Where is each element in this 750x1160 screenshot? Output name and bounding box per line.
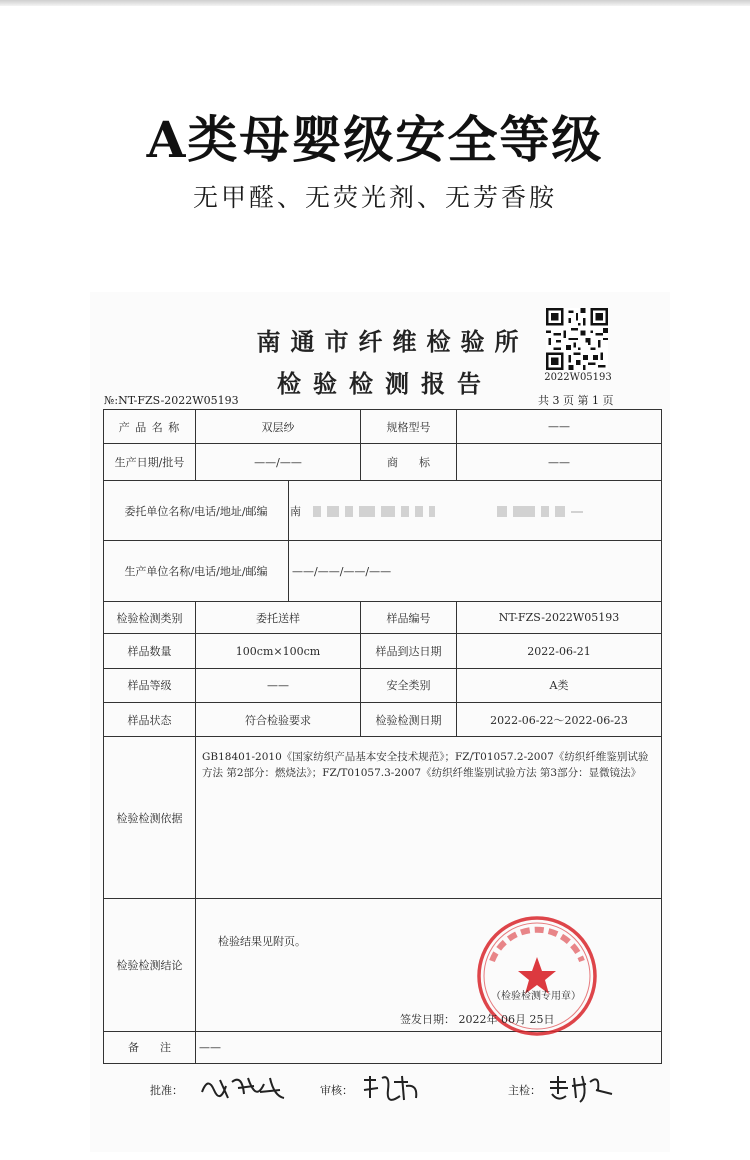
- table-row: [104, 703, 662, 737]
- grade-label: 样品等级: [104, 668, 196, 702]
- organization-name: 南通市纤维检验所: [256, 327, 529, 356]
- client-info-label: 委托单位名称/电话/地址/邮编: [104, 480, 289, 541]
- table-row: [104, 480, 662, 541]
- report-title: 检验检测报告: [277, 369, 493, 398]
- report-table: [103, 409, 662, 1064]
- client-info-prefix: 南: [290, 504, 301, 518]
- page-indicator: 共 3 页 第 1 页: [538, 394, 614, 407]
- approve-label: 批准：: [150, 1084, 183, 1097]
- qr-caption: 2022W05193: [544, 372, 612, 383]
- table-row: [104, 668, 662, 702]
- page-subheadline: 无甲醛、无荧光剂、无芳香胺: [192, 183, 557, 212]
- remark-value: ——: [196, 1031, 662, 1063]
- test-date-value: 2022-06-22～2022-06-23: [457, 703, 662, 737]
- basis-label: 检验检测依据: [104, 737, 196, 899]
- remark-label: 备 注: [104, 1031, 196, 1063]
- table-row: [104, 410, 662, 444]
- table-row: [104, 444, 662, 480]
- spec-label: 规格型号: [361, 410, 457, 444]
- reviewer-signature-icon: [360, 1072, 422, 1104]
- examiner-signature-icon: [546, 1072, 616, 1106]
- table-row: [104, 899, 662, 1031]
- production-date-label: 生产日期/批号: [104, 444, 196, 480]
- sample-state-value: 符合检验要求: [196, 703, 361, 737]
- brand-value: ——: [457, 444, 662, 480]
- conclusion-label: 检验检测结论: [104, 899, 196, 1031]
- issue-date: 签发日期： 2022年 06月 25日: [400, 1013, 555, 1027]
- arrival-date-value: 2022-06-21: [457, 634, 662, 668]
- table-row: [104, 634, 662, 668]
- arrival-date-label: 样品到达日期: [361, 634, 457, 668]
- basis-value: GB18401-2010《国家纺织产品基本安全技术规范》；FZ/T01057.2-2007《纺织纤维鉴别试验方法 第2部分：燃烧法》；FZ/T01057.3-2007《纺织纤维鉴别试验方法 第3部分：显微镜法》: [196, 737, 662, 899]
- test-date-label: 检验检测日期: [361, 703, 457, 737]
- approver-signature-icon: [198, 1072, 288, 1104]
- table-row: [104, 541, 662, 602]
- test-type-value: 委托送样: [196, 602, 361, 634]
- client-info-value: [289, 480, 662, 541]
- maker-info-value: ——/——/——/——: [289, 541, 662, 602]
- qr-code-icon: [546, 308, 608, 370]
- quantity-value: 100cm×100cm: [196, 634, 361, 668]
- signature-row: [90, 1072, 670, 1112]
- product-name-label: 产 品 名 称: [104, 410, 196, 444]
- page-headline: A类母婴级安全等级: [146, 110, 604, 169]
- sample-state-label: 样品状态: [104, 703, 196, 737]
- review-label: 审核：: [320, 1084, 353, 1097]
- sample-no-label: 样品编号: [361, 602, 457, 634]
- sample-no-value: NT-FZS-2022W05193: [457, 602, 662, 634]
- top-border: [0, 0, 750, 6]
- grade-value: ——: [196, 668, 361, 702]
- spec-value: ——: [457, 410, 662, 444]
- production-date-value: ——/——: [196, 444, 361, 480]
- safety-class-value: A类: [457, 668, 662, 702]
- table-row: [104, 602, 662, 634]
- report-number: №:NT-FZS-2022W05193: [104, 394, 239, 407]
- safety-class-label: 安全类别: [361, 668, 457, 702]
- product-name-value: 双层纱: [196, 410, 361, 444]
- examine-label: 主检：: [508, 1084, 541, 1097]
- test-type-label: 检验检测类别: [104, 602, 196, 634]
- brand-label: 商 标: [361, 444, 457, 480]
- table-row: [104, 737, 662, 899]
- seal-caption: （检验检测专用章）: [491, 991, 581, 1003]
- test-report-document: [90, 292, 670, 1152]
- maker-info-label: 生产单位名称/电话/地址/邮编: [104, 541, 289, 602]
- conclusion-cell: [196, 899, 662, 1031]
- quantity-label: 样品数量: [104, 634, 196, 668]
- conclusion-value: 检验结果见附页。: [218, 935, 306, 949]
